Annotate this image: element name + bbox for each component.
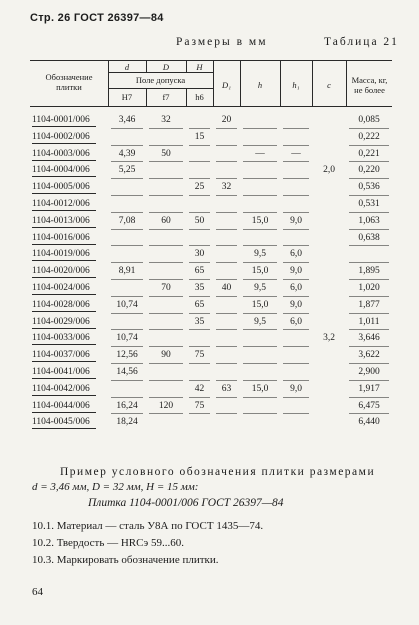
cell-rule [243,195,277,196]
cell-rule [349,145,389,146]
row-underline [32,244,96,245]
cell-rule [189,397,210,398]
cell-rule [216,229,237,230]
cell-rule [349,195,389,196]
row-underline [32,277,96,278]
cell-rule [149,195,183,196]
header-subdivider [108,72,213,73]
cell-rule [149,346,183,347]
cell-d: 14,56 [116,367,138,377]
cell-rule [111,329,143,330]
row-underline [32,227,96,228]
cell-h: 9,5 [254,283,266,293]
cell-rule [189,380,210,381]
col-header-D: D [162,62,170,72]
cell-rule [149,128,183,129]
cell-rule [243,178,277,179]
cell-c: 3,2 [323,333,335,344]
cell-h1: 9,0 [290,266,302,277]
row-underline [32,361,96,362]
cell-rule [189,363,210,364]
cell-rule [283,245,309,246]
col-header-h: h [257,80,263,90]
cell-rule [243,212,277,213]
cell-D1: 40 [221,283,232,293]
cell-d: 4,39 [118,148,136,159]
cell-rule [149,397,183,398]
cell-rule [149,262,183,263]
cell-rule [189,329,210,330]
row-designation: 1104-0042/006 [32,383,90,394]
cell-d: 12,56 [116,350,138,361]
cell-rule [189,195,210,196]
cell-rule [243,245,277,246]
page-header: Стр. 26 ГОСТ 26397—84 [30,12,164,24]
cell-h: 15,0 [251,215,269,226]
cell-D: 50 [161,148,171,159]
row-underline [32,193,96,194]
cell-rule [216,346,237,347]
cell-rule [216,161,237,162]
cell-rule [243,279,277,280]
cell-rule [216,212,237,213]
cell-rule [283,212,309,213]
cell-rule [111,279,143,280]
cell-rule [349,178,389,179]
example-params: d = 3,46 мм, D = 32 мм, H = 15 мм: [32,481,199,493]
row-underline [32,126,96,127]
cell-rule [111,128,143,129]
cell-D: 70 [161,283,171,293]
table-top-border [30,60,392,61]
row-underline [32,412,96,413]
cell-mass: 6,475 [358,400,380,411]
cell-rule [111,363,143,364]
cell-mass: 0,638 [358,232,380,243]
cell-rule [189,313,210,314]
note-material: 10.1. Материал — сталь У8А по ГОСТ 1435—74. [32,520,264,532]
cell-d: 10,74 [116,299,138,310]
cell-rule [243,161,277,162]
cell-c: 2,0 [323,165,335,176]
cell-rule [111,380,143,381]
cell-rule [189,212,210,213]
cell-rule [216,363,237,364]
cell-h1: 9,0 [290,299,302,310]
cell-rule [189,145,210,146]
cell-mass: 0,221 [358,148,380,159]
cell-H: 30 [194,249,205,260]
cell-rule [349,229,389,230]
row-designation: 1104-0012/006 [32,199,90,209]
cell-rule [216,279,237,280]
cell-rule [243,262,277,263]
row-designation: 1104-0019/006 [32,249,90,260]
cell-rule [216,178,237,179]
col-header-d: d [124,62,130,72]
cell-rule [189,296,210,297]
row-designation: 1104-0001/006 [32,115,90,125]
row-designation: 1104-0005/006 [32,182,90,193]
cell-rule [243,313,277,314]
cell-rule [283,161,309,162]
cell-d: 10,74 [116,333,138,344]
cell-rule [149,413,183,414]
col-header-h6: h6 [195,92,204,102]
row-designation: 1104-0002/006 [32,131,90,142]
cell-mass: 1,917 [358,383,380,394]
cell-mass: 6,440 [358,417,380,428]
cell-rule [111,313,143,314]
cell-rule [111,346,143,347]
cell-rule [283,178,309,179]
example-heading: Пример условного обозначения плитки размерами [60,466,376,478]
cell-rule [149,329,183,330]
cell-d: 7,08 [118,215,136,226]
cell-rule [243,229,277,230]
cell-h1: 9,0 [290,383,302,394]
cell-H: 75 [194,400,205,411]
cell-rule [111,212,143,213]
cell-rule [283,363,309,364]
cell-rule [189,161,210,162]
cell-rule [349,380,389,381]
cell-rule [283,413,309,414]
row-underline [32,344,96,345]
cell-D: 90 [161,350,171,361]
cell-rule [349,363,389,364]
cell-rule [283,195,309,196]
col-header-h1: h₁ [292,80,300,90]
cell-rule [349,279,389,280]
row-designation: 1104-0016/006 [32,232,90,243]
cell-d: 16,24 [116,400,138,411]
cell-mass: 1,063 [358,215,380,226]
cell-rule [149,212,183,213]
page-number: 64 [32,586,43,598]
cell-rule [149,145,183,146]
note-marking: 10.3. Маркировать обозначение плитки. [32,554,219,566]
row-underline [32,428,96,429]
cell-rule [111,195,143,196]
cell-mass: 1,011 [358,316,380,327]
cell-d: 18,24 [116,417,138,428]
cell-rule [349,161,389,162]
cell-rule [243,128,277,129]
cell-rule [283,279,309,280]
cell-rule [349,262,389,263]
cell-rule [243,397,277,398]
row-underline [32,378,96,379]
cell-mass: 1,895 [358,266,380,277]
cell-D1: 32 [221,182,232,193]
row-designation: 1104-0013/006 [32,215,90,226]
table-title: Таблица 21 [324,36,399,48]
row-underline [32,294,96,295]
cell-rule [111,245,143,246]
cell-rule [189,245,210,246]
col-header-H: H [196,62,203,72]
cell-mass: 0,085 [358,115,380,125]
cell-rule [216,145,237,146]
row-underline [32,160,96,161]
cell-D1: 63 [221,383,232,394]
row-underline [32,395,96,396]
cell-mass: 1,877 [358,299,380,310]
cell-rule [111,413,143,414]
cell-mass: 0,220 [358,165,380,176]
cell-D: 32 [161,115,171,125]
cell-rule [189,262,210,263]
cell-rule [349,329,389,330]
cell-h: 9,5 [254,249,266,260]
cell-rule [149,229,183,230]
cell-h: 15,0 [251,266,269,277]
cell-D: 120 [158,400,174,411]
cell-rule [111,161,143,162]
cell-rule [283,128,309,129]
cell-rule [149,279,183,280]
cell-H: 15 [194,131,205,142]
cell-mass: 3,646 [358,333,380,344]
cell-rule [216,380,237,381]
cell-rule [349,245,389,246]
col-header-D1: D₁ [221,80,232,90]
cell-rule [189,178,210,179]
cell-h1: 6,0 [290,316,302,327]
cell-H: 75 [194,350,205,361]
row-underline [32,143,96,144]
cell-h: — [255,148,265,159]
cell-rule [349,313,389,314]
cell-rule [283,380,309,381]
cell-rule [283,313,309,314]
row-underline [32,260,96,261]
cell-D: 60 [161,215,171,226]
cell-rule [243,329,277,330]
cell-d: 3,46 [118,115,136,125]
cell-rule [216,397,237,398]
cell-H: 35 [194,316,205,327]
cell-rule [149,296,183,297]
row-underline [32,176,96,177]
cell-rule [189,346,210,347]
cell-rule [283,145,309,146]
cell-mass: 0,531 [358,199,380,209]
cell-h1: 6,0 [290,283,302,293]
cell-rule [216,413,237,414]
note-hardness: 10.2. Твердость — HRCэ 59...60. [32,537,184,549]
col-header-mass: Масса, кг, не более [351,75,388,95]
cell-D1: 20 [221,115,232,125]
cell-H: 65 [194,266,205,277]
row-designation: 1104-0020/006 [32,266,90,277]
cell-rule [243,145,277,146]
cell-rule [349,346,389,347]
cell-h1: 6,0 [290,249,302,260]
cell-mass: 1,020 [358,283,380,293]
row-designation: 1104-0029/006 [32,316,90,327]
cell-rule [111,178,143,179]
col-header-H7: H7 [121,92,133,102]
cell-H: 35 [194,283,205,293]
row-designation: 1104-0024/006 [32,283,90,293]
cell-rule [349,212,389,213]
cell-rule [243,363,277,364]
cell-rule [243,380,277,381]
row-designation: 1104-0044/006 [32,400,90,411]
header-bottom-border [30,106,392,107]
col-header-designation: Обозначение плитки [45,72,93,92]
cell-H: 50 [194,215,205,226]
cell-rule [149,363,183,364]
cell-rule [283,346,309,347]
cell-rule [189,279,210,280]
cell-rule [349,397,389,398]
cell-rule [283,296,309,297]
cell-rule [111,229,143,230]
row-designation: 1104-0003/006 [32,148,90,159]
cell-rule [149,313,183,314]
cell-rule [349,128,389,129]
cell-rule [243,413,277,414]
cell-rule [149,245,183,246]
cell-mass: 2,900 [358,367,380,377]
col-header-tolerance: Поле допуска [135,75,186,85]
cell-d: 8,91 [118,266,136,277]
cell-rule [216,262,237,263]
cell-mass: 3,622 [358,350,380,361]
header-subdivider [108,88,213,89]
cell-rule [216,245,237,246]
cell-rule [189,229,210,230]
row-designation: 1104-0037/006 [32,350,90,361]
cell-rule [283,229,309,230]
cell-rule [283,262,309,263]
col-header-c: c [327,80,331,90]
cell-h1: 9,0 [290,215,302,226]
cell-rule [283,397,309,398]
cell-rule [216,313,237,314]
cell-mass: 0,536 [358,182,380,193]
cell-H: 65 [194,299,205,310]
cell-H: 42 [194,383,205,394]
cell-rule [349,413,389,414]
row-underline [32,328,96,329]
cell-h: 9,5 [254,316,266,327]
row-underline [32,311,96,312]
cell-rule [111,397,143,398]
row-designation: 1104-0028/006 [32,299,90,310]
row-designation: 1104-0033/006 [32,333,90,344]
cell-h: 15,0 [251,383,269,394]
cell-rule [189,128,210,129]
cell-rule [283,329,309,330]
cell-d: 5,25 [118,165,136,176]
cell-h: 15,0 [251,299,269,310]
cell-rule [216,195,237,196]
cell-rule [149,380,183,381]
cell-rule [243,346,277,347]
cell-rule [243,296,277,297]
cell-mass: 0,222 [358,131,380,142]
cell-rule [349,296,389,297]
cell-rule [189,413,210,414]
cell-rule [149,161,183,162]
cell-rule [111,145,143,146]
cell-rule [111,262,143,263]
cell-h1: — [291,148,301,159]
row-designation: 1104-0041/006 [32,367,90,377]
col-header-f7: f7 [162,92,170,102]
cell-rule [111,296,143,297]
cell-rule [216,329,237,330]
cell-rule [149,178,183,179]
example-designation: Плитка 1104-0001/006 ГОСТ 26397—84 [88,497,284,509]
row-designation: 1104-0004/006 [32,165,90,176]
cell-rule [216,296,237,297]
sizes-caption: Размеры в мм [176,36,268,48]
cell-H: 25 [194,182,205,193]
row-underline [32,210,96,211]
cell-rule [216,128,237,129]
row-designation: 1104-0045/006 [32,417,90,428]
